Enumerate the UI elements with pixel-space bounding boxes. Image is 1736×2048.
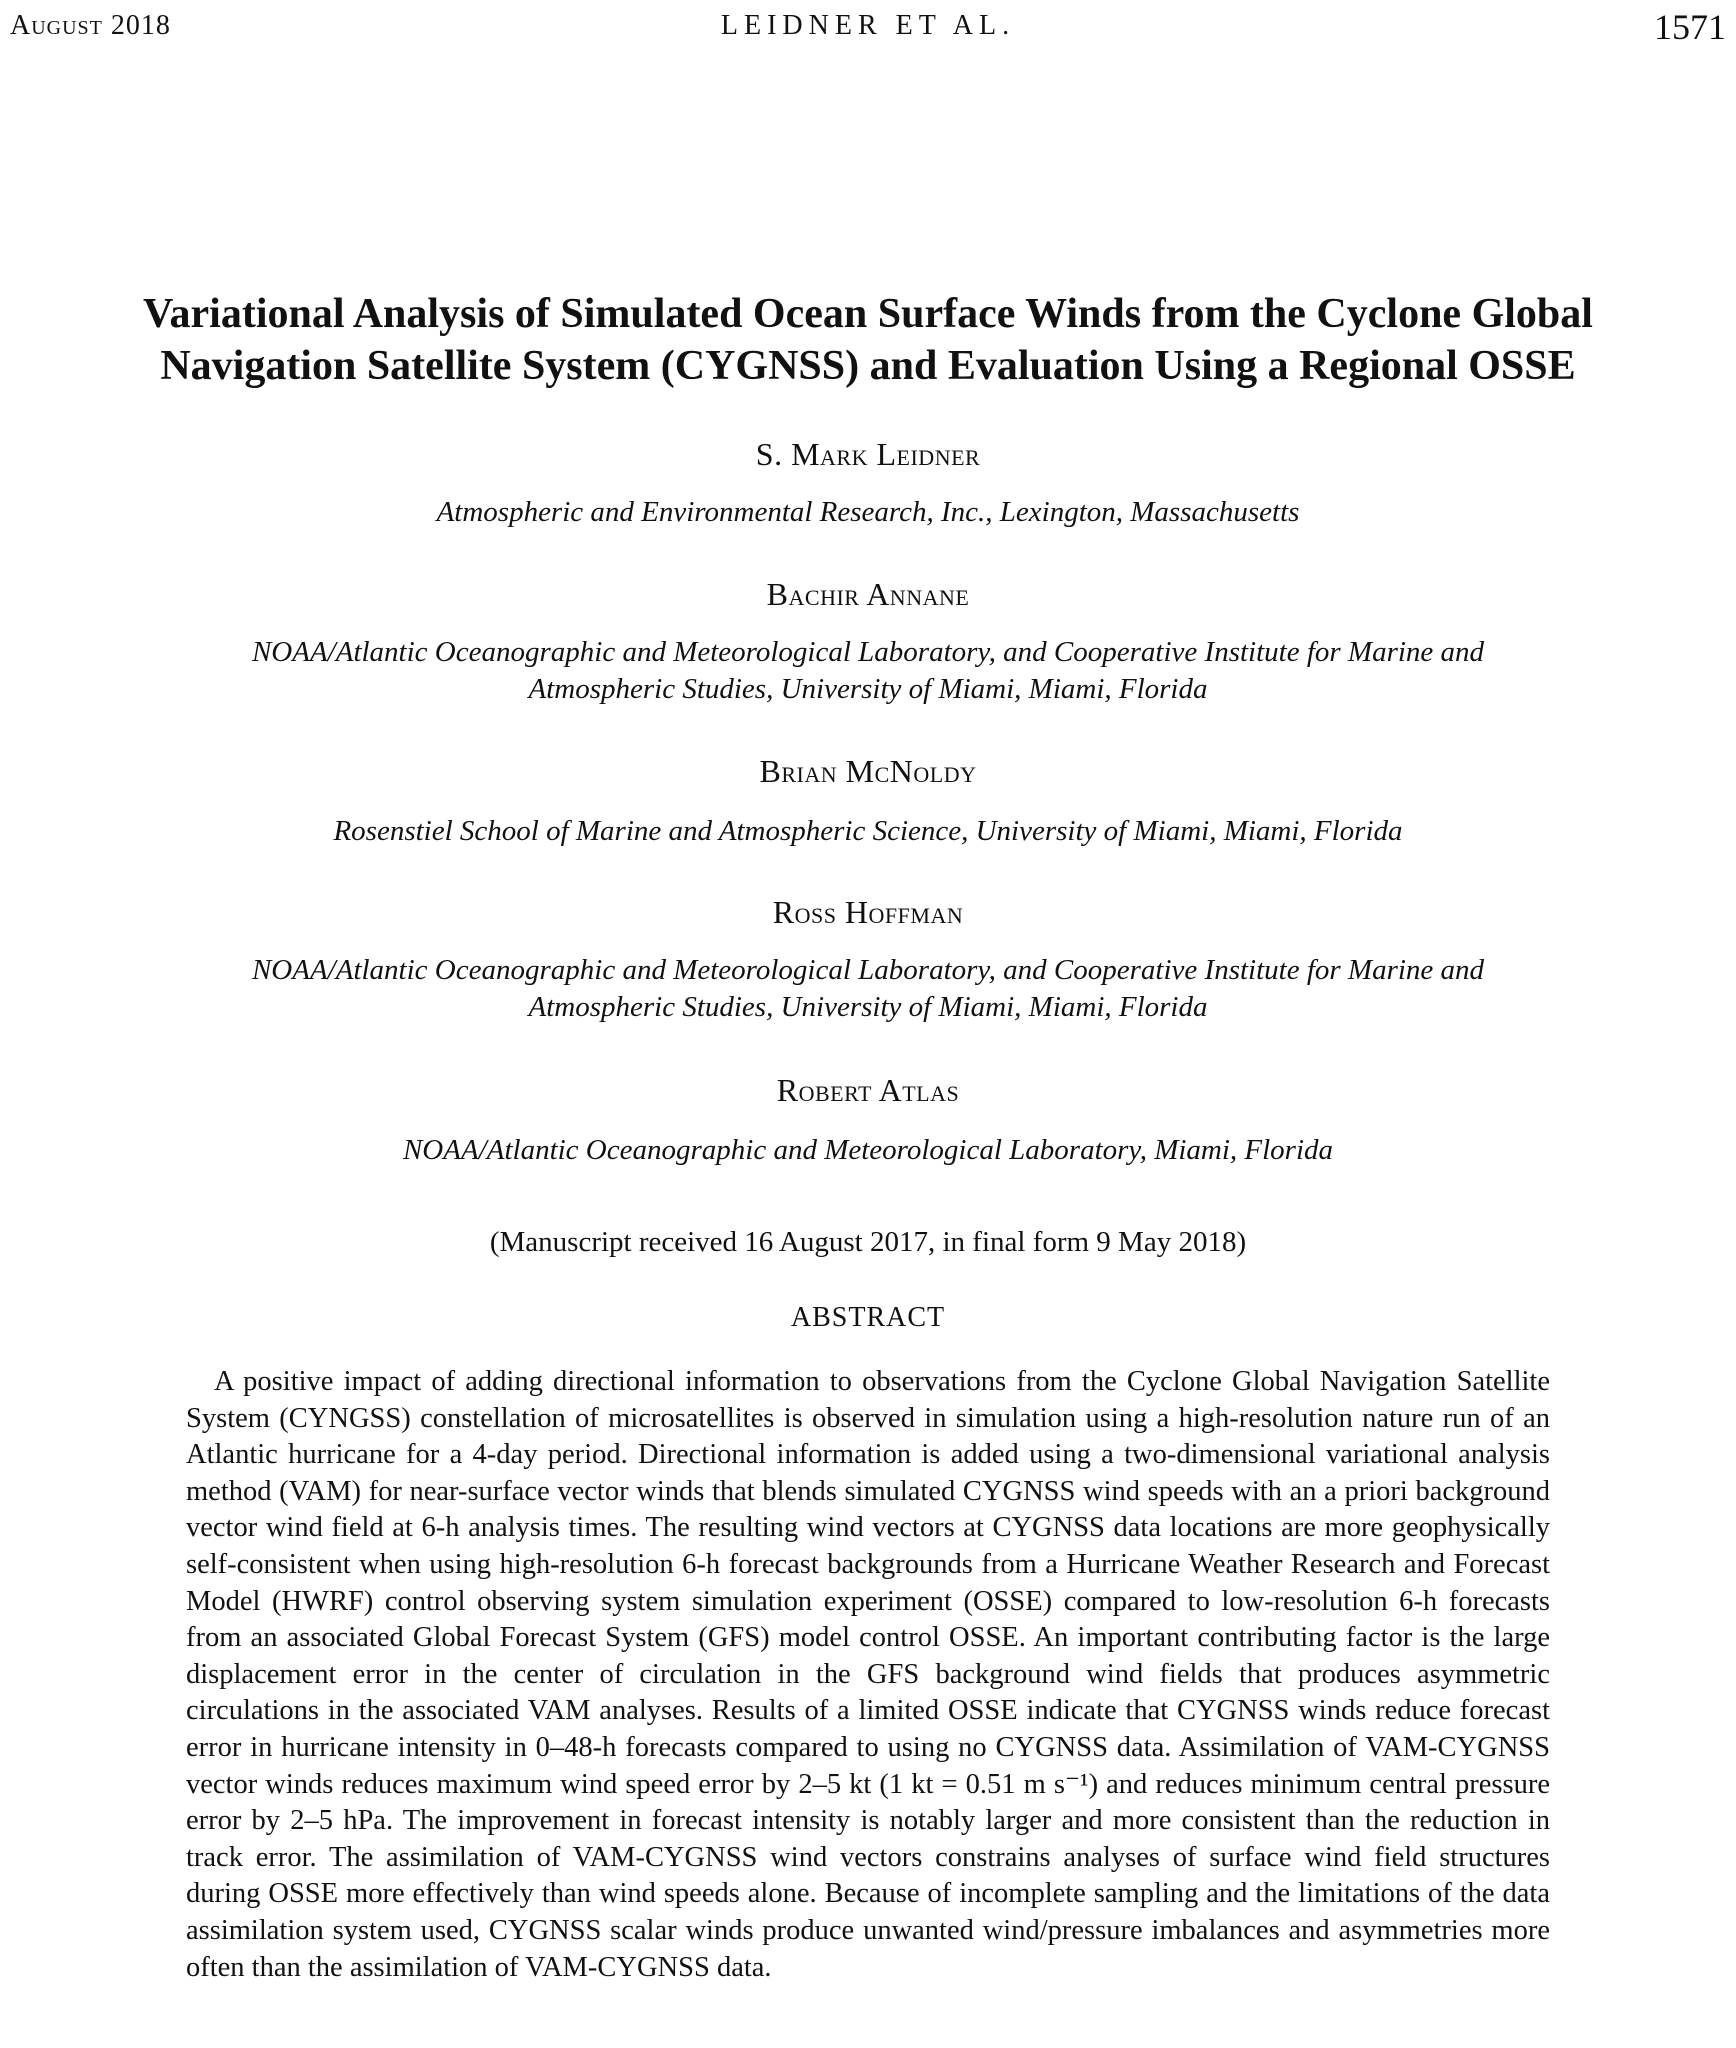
author-name-1: S. Mark Leidner	[755, 436, 981, 472]
author-name-3: Brian McNoldy	[759, 753, 977, 789]
abstract-text: A positive impact of adding directional information to observations from the Cyclone Global Navigation Satellite System (CYNGSS) constellation of microsatellites is observed in simulation using a high-resolution nature run of an Atlantic hurricane for a 4-day period. Directional information is added using a two-dimensional variational analysis method (VAM) for near-surface vector winds that blends simulated CYGNSS wind speeds with an a priori background vector wind field at 6-h analysis times. The resulting wind vectors at CYGNSS data locations are more geophysically self-consistent when using high-resolution 6-h forecast backgrounds from a Hurricane Weather Research and Forecast Model (HWRF) control observing system simulation experiment (OSSE) compared to low-resolution 6-h forecasts from an associated Global Forecast System (GFS) model control OSSE. An important contributing factor is the large displacement error in the center of circulation in the GFS background wind fields that produces asymmetric circulations in the associated VAM analyses. Results of a limited OSSE indicate that CYGNSS winds reduce forecast error in hurricane intensity in 0–48-h forecasts compared to using no CYGNSS data. Assimilation of VAM-CYGNSS vector winds reduces maximum wind speed error by 2–5 kt (1 kt = 0.51 m s⁻¹) and reduces minimum central pressure error by 2–5 hPa. The improvement in forecast intensity is notably larger and more consistent than the reduction in track error. The assimilation of VAM-CYGNSS wind vectors constrains analyses of surface wind field structures during OSSE more effectively than wind speeds alone. Because of incomplete sampling and the limitations of the data assimilation system used, CYGNSS scalar winds produce unwanted wind/pressure imbalances and asymmetries more often than the assimilation of VAM-CYGNSS data.	[186, 1366, 1550, 1983]
author-affiliation-5: NOAA/Atlantic Oceanographic and Meteorological Laboratory, Miami, Florida	[402, 1134, 1334, 1166]
author-name-5: Robert Atlas	[776, 1072, 960, 1108]
paper-title: Variational Analysis of Simulated Ocean Surface Winds from the Cyclone Global Navigation Satellite System (CYGNSS) and Evaluation Using a Regional OSSE	[143, 291, 1593, 389]
header-authors: LEIDNER ET AL.	[720, 10, 1016, 41]
author-name-4: Ross Hoffman	[772, 894, 964, 930]
author-affiliation-3: Rosenstiel School of Marine and Atmospheric Science, University of Miami, Miami, Florida	[333, 815, 1403, 847]
running-header	[10, 6, 1726, 46]
author-name-2: Bachir Annane	[766, 576, 970, 612]
author-affiliation-1: Atmospheric and Environmental Research, Inc., Lexington, Massachusetts	[436, 496, 1300, 528]
author-affiliation-4: NOAA/Atlantic Oceanographic and Meteorological Laboratory, and Cooperative Institute for Marine and Atmospheric Studies, University of Miami, Miami, Florida	[251, 954, 1485, 1023]
header-date: August 2018	[10, 10, 171, 41]
abstract-heading: ABSTRACT	[790, 1302, 946, 1333]
manuscript-received: (Manuscript received 16 August 2017, in final form 9 May 2018)	[489, 1226, 1247, 1258]
page-number: 1571	[1654, 7, 1726, 47]
author-affiliation-2: NOAA/Atlantic Oceanographic and Meteorological Laboratory, and Cooperative Institute for Marine and Atmospheric Studies, University of Miami, Miami, Florida	[251, 636, 1485, 705]
